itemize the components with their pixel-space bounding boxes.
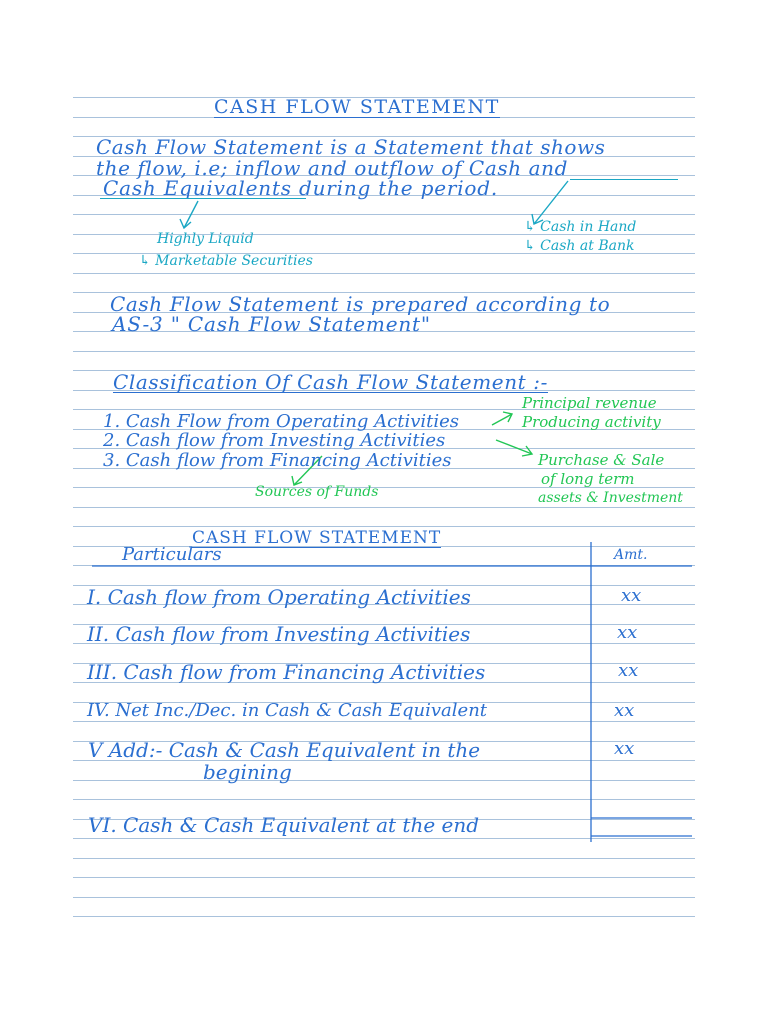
column-header-particulars: Particulars [122, 544, 222, 565]
ruled-line [73, 838, 695, 839]
ruled-line [73, 351, 695, 352]
ruled-line [73, 526, 695, 527]
note-investing-3: assets & Investment [538, 490, 683, 506]
row-particular: II. Cash flow from Investing Activities [87, 622, 471, 646]
row-amount: xx [614, 700, 635, 721]
ruled-line [73, 897, 695, 898]
row-amount: xx [621, 585, 642, 606]
note-cash-at-bank: ↳ Cash at Bank [524, 238, 635, 254]
row-particular: I. Cash flow from Operating Activities [87, 585, 471, 609]
ruled-line [73, 916, 695, 917]
arrow-cash-in-hand [532, 181, 568, 224]
column-header-amount: Amt. [614, 547, 648, 563]
row-amount: xx [618, 660, 639, 681]
ruled-line [73, 780, 695, 781]
arrow-operating-note [492, 412, 512, 425]
ruled-line [73, 565, 695, 566]
standard-line-1: Cash Flow Statement is prepared according to [110, 292, 611, 316]
classification-item-2: 2. Cash flow from Investing Activities [103, 430, 446, 451]
note-operating-1: Principal revenue [522, 394, 657, 412]
row-particular: VI. Cash & Cash Equivalent at the end [88, 813, 480, 837]
row-particular-continued: begining [203, 760, 292, 784]
row-particular: IV. Net Inc./Dec. in Cash & Cash Equivalent [87, 700, 488, 721]
definition-line-3: Cash Equivalents during the period. [103, 176, 498, 200]
note-financing: Sources of Funds [255, 484, 379, 500]
row-particular: V Add:- Cash & Cash Equivalent in the [88, 738, 481, 762]
classification-item-3: 3. Cash flow from Financing Activities [103, 450, 452, 471]
classification-item-1: 1. Cash Flow from Operating Activities [103, 411, 460, 432]
cash-equivalents-underline [100, 198, 306, 199]
note-investing-1: Purchase & Sale [538, 451, 665, 469]
ruled-line [73, 799, 695, 800]
note-operating-2: Producing activity [522, 413, 661, 431]
ruled-line [73, 721, 695, 722]
row-particular: III. Cash flow from Financing Activities [87, 660, 486, 684]
ruled-line [73, 214, 695, 215]
note-investing-2: of long term [541, 470, 635, 488]
row-amount: xx [614, 738, 635, 759]
definition-line-2: the flow, i.e; inflow and outflow of Cash and [96, 156, 569, 180]
note-highly-liquid: Highly Liquid [157, 231, 254, 247]
page-title: CASH FLOW STATEMENT [214, 96, 500, 118]
cash-and-underline [570, 179, 678, 180]
ruled-line [73, 273, 695, 274]
standard-line-2: AS-3 " Cash Flow Statement" [112, 312, 431, 336]
statement-title: CASH FLOW STATEMENT [192, 528, 442, 548]
ruled-line [73, 877, 695, 878]
definition-line-1: Cash Flow Statement is a Statement that shows [96, 135, 606, 159]
row-amount: xx [617, 622, 638, 643]
ruled-line [73, 507, 695, 508]
note-cash-in-hand: ↳ Cash in Hand [524, 219, 637, 235]
ruled-line [73, 858, 695, 859]
classification-title: Classification Of Cash Flow Statement :- [113, 370, 548, 394]
note-marketable-securities: ↳ Marketable Securities [139, 253, 313, 269]
